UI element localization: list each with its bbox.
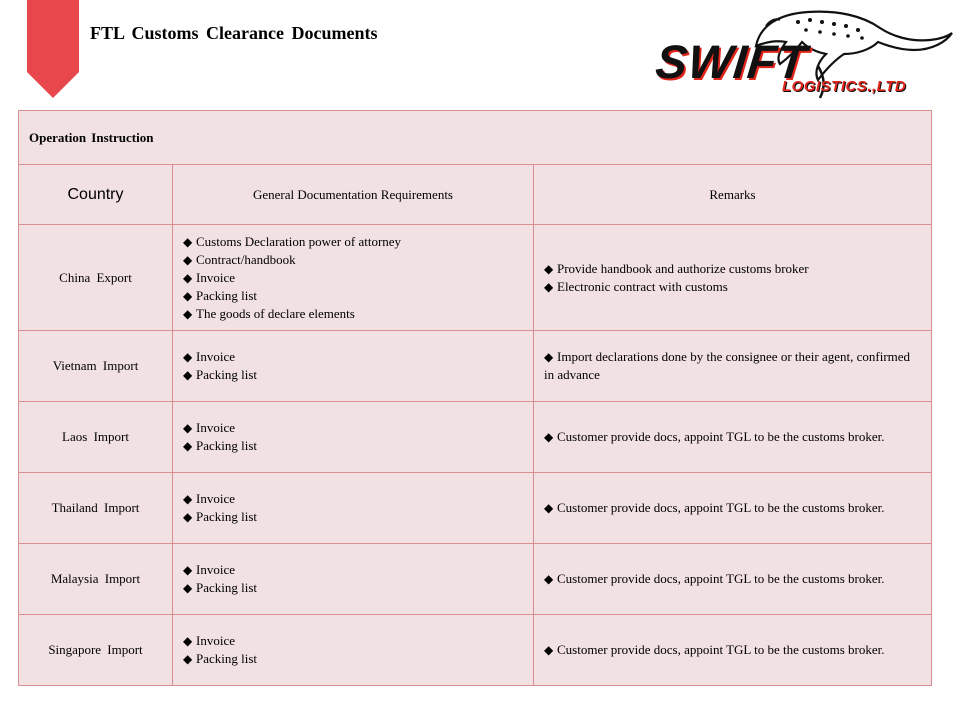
table-row xyxy=(19,225,932,331)
diamond-bullet-icon: ◆ xyxy=(544,261,554,276)
requirement-text: Invoice xyxy=(196,269,235,285)
remark-item xyxy=(544,260,917,278)
remark-item xyxy=(544,428,917,446)
diamond-bullet-icon: ◆ xyxy=(544,430,554,444)
requirement-text: Packing list xyxy=(196,580,258,595)
table-row xyxy=(19,615,932,686)
requirements-cell xyxy=(173,473,534,544)
remark-item xyxy=(544,278,917,296)
country-cell: Laos Import xyxy=(19,402,173,473)
diamond-bullet-icon: ◆ xyxy=(183,634,193,648)
requirement-text: Invoice xyxy=(196,562,235,577)
column-header-country: Country xyxy=(19,165,173,225)
requirement-item xyxy=(183,490,533,508)
diamond-bullet-icon: ◆ xyxy=(544,279,554,294)
requirement-item xyxy=(183,561,533,579)
table-row xyxy=(19,544,932,615)
diamond-bullet-icon: ◆ xyxy=(544,572,554,586)
country-cell: China Export xyxy=(19,225,173,331)
requirement-item xyxy=(183,251,533,269)
remarks-cell xyxy=(534,615,932,686)
country-cell: Vietnam Import xyxy=(19,331,173,402)
table-row xyxy=(19,331,932,402)
header-row xyxy=(19,165,932,225)
documents-table xyxy=(18,110,932,686)
diamond-bullet-icon: ◆ xyxy=(183,581,193,595)
column-header-requirements: General Documentation Requirements xyxy=(173,165,534,225)
requirement-text: Packing list xyxy=(196,367,258,382)
diamond-bullet-icon: ◆ xyxy=(183,350,193,364)
requirements-cell xyxy=(173,331,534,402)
requirement-item xyxy=(183,269,533,287)
requirement-text: Packing list xyxy=(196,509,258,524)
requirement-text: The goods of declare elements xyxy=(196,305,355,321)
remark-text: Customer provide docs, appoint TGL to be the customs broker. xyxy=(557,429,885,444)
remark-item xyxy=(544,570,917,588)
remark-item xyxy=(544,641,917,659)
requirement-text: Packing list xyxy=(196,287,258,303)
diamond-bullet-icon: ◆ xyxy=(183,252,193,267)
company-logo xyxy=(648,6,953,104)
diamond-bullet-icon: ◆ xyxy=(183,439,193,453)
page-title: FTL Customs Clearance Documents xyxy=(90,23,378,43)
diamond-bullet-icon: ◆ xyxy=(183,421,193,435)
requirement-text: Customs Declaration power of attorney xyxy=(196,233,402,249)
diamond-bullet-icon: ◆ xyxy=(544,501,554,515)
remark-item xyxy=(544,348,917,384)
country-cell: Singapore Import xyxy=(19,615,173,686)
table-row xyxy=(19,473,932,544)
requirement-item xyxy=(183,305,533,323)
remark-text: Provide handbook and authorize customs broker xyxy=(557,260,809,276)
requirement-item xyxy=(183,650,533,668)
diamond-bullet-icon: ◆ xyxy=(183,563,193,577)
remarks-cell xyxy=(534,402,932,473)
remarks-cell xyxy=(534,544,932,615)
diamond-bullet-icon: ◆ xyxy=(183,288,193,303)
remark-item xyxy=(544,499,917,517)
requirement-text: Invoice xyxy=(196,633,235,648)
requirement-text: Invoice xyxy=(196,349,235,364)
requirement-text: Packing list xyxy=(196,438,258,453)
requirements-cell xyxy=(173,225,534,331)
requirement-item xyxy=(183,579,533,597)
requirement-item xyxy=(183,508,533,526)
diamond-bullet-icon: ◆ xyxy=(183,652,193,666)
remark-text: Import declarations done by the consignee or their agent, confirmed in advance xyxy=(544,349,911,382)
table-row xyxy=(19,402,932,473)
remark-text: Customer provide docs, appoint TGL to be the customs broker. xyxy=(557,571,885,586)
diamond-bullet-icon: ◆ xyxy=(183,510,193,524)
requirement-item xyxy=(183,366,533,384)
remarks-cell xyxy=(534,225,932,331)
logo-wordmark: SWIFT xyxy=(653,35,810,88)
requirements-cell xyxy=(173,544,534,615)
diamond-bullet-icon: ◆ xyxy=(183,492,193,506)
column-header-remarks: Remarks xyxy=(534,165,932,225)
remarks-cell xyxy=(534,473,932,544)
remark-text: Customer provide docs, appoint TGL to be the customs broker. xyxy=(557,500,885,515)
requirement-item xyxy=(183,233,533,251)
logo-subtitle: LOGISTICS.,LTD xyxy=(782,78,907,95)
requirement-item xyxy=(183,419,533,437)
requirement-text: Invoice xyxy=(196,420,235,435)
diamond-bullet-icon: ◆ xyxy=(183,368,193,382)
requirement-text: Contract/handbook xyxy=(196,251,296,267)
remarks-cell xyxy=(534,331,932,402)
diamond-bullet-icon: ◆ xyxy=(183,270,193,285)
remark-text: Customer provide docs, appoint TGL to be the customs broker. xyxy=(557,642,885,657)
requirements-cell xyxy=(173,615,534,686)
requirement-item xyxy=(183,437,533,455)
diamond-bullet-icon: ◆ xyxy=(544,350,554,364)
diamond-bullet-icon: ◆ xyxy=(183,234,193,249)
requirement-text: Invoice xyxy=(196,491,235,506)
ribbon-bookmark-icon xyxy=(27,0,79,98)
requirement-text: Packing list xyxy=(196,651,258,666)
diamond-bullet-icon: ◆ xyxy=(183,306,193,321)
requirement-item xyxy=(183,348,533,366)
requirement-item xyxy=(183,632,533,650)
remark-text: Electronic contract with customs xyxy=(557,278,728,294)
section-row xyxy=(19,111,932,165)
requirements-cell xyxy=(173,402,534,473)
country-cell: Malaysia Import xyxy=(19,544,173,615)
requirement-item xyxy=(183,287,533,305)
section-label: Operation Instruction xyxy=(19,111,932,165)
country-cell: Thailand Import xyxy=(19,473,173,544)
diamond-bullet-icon: ◆ xyxy=(544,643,554,657)
